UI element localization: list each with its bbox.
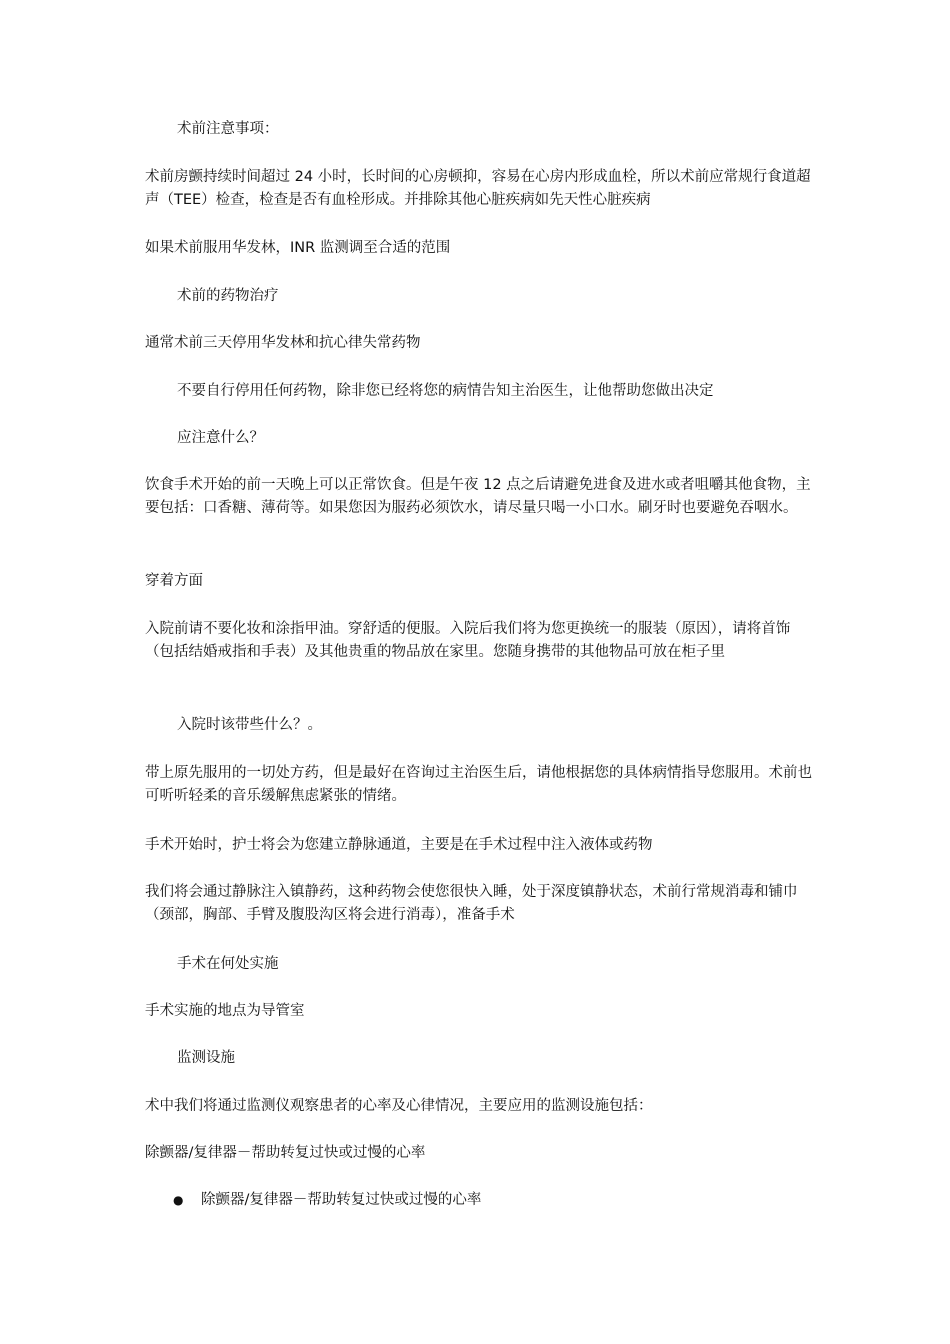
heading-where: 手术在何处实施 (177, 956, 279, 972)
heading-what-to-note: 应注意什么？ (177, 430, 264, 446)
list-item (173, 1189, 813, 1212)
paragraph-do-not-stop-meds: 不要自行停用任何药物，除非您已经将您的病情告知主治医生，让他帮助您做出决定 (177, 383, 714, 399)
paragraph-diet: 饮食手术开始的前一天晚上可以正常饮食。但是午夜 12 点之后请避免进食及进水或者咀嚼其他食物，主要包括：口香糖、薄荷等。如果您因为服药必须饮水，请尽量只喝一小口水。刷牙时也要避免吞咽水。 (145, 477, 811, 516)
paragraph-stop-warfarin: 通常术前三天停用华发林和抗心律失常药物 (145, 335, 421, 351)
heading-preop-notes: 术前注意事项： (177, 121, 279, 137)
paragraph-iv-access: 手术开始时，护士将会为您建立静脉通道，主要是在手术过程中注入液体或药物 (145, 837, 653, 853)
heading-clothing: 穿着方面 (145, 573, 203, 589)
bullet-icon: ● (173, 1193, 184, 1207)
paragraph-defibrillator: 除颤器/复律器－帮助转复过快或过慢的心率 (145, 1145, 426, 1161)
paragraph-inr: 如果术前服用华发林，INR 监测调至合适的范围 (145, 240, 451, 256)
paragraph-cath-lab: 手术实施的地点为导管室 (145, 1003, 305, 1019)
list-item-text: 除颤器/复律器－帮助转复过快或过慢的心率 (201, 1192, 482, 1208)
paragraph-monitoring-intro: 术中我们将通过监测仪观察患者的心率及心律情况，主要应用的监测设施包括： (145, 1098, 653, 1114)
paragraph-sedation: 我们将会通过静脉注入镇静药，这种药物会使您很快入睡，处于深度镇静状态，术前行常规消毒和铺巾（颈部，胸部、手臂及腹股沟区将会进行消毒），准备手术 (145, 884, 798, 923)
paragraph-what-to-bring: 带上原先服用的一切处方药，但是最好在咨询过主治医生后，请他根据您的具体病情指导您服用。术前也可听听轻柔的音乐缓解焦虑紧张的情绪。 (145, 765, 812, 804)
heading-monitoring: 监测设施 (177, 1050, 235, 1066)
heading-what-to-bring: 入院时该带些什么？。 (177, 717, 322, 733)
paragraph-clothing: 入院前请不要化妆和涂指甲油。穿舒适的便服。入院后我们将为您更换统一的服装（原因），请将首饰（包括结婚戒指和手表）及其他贵重的物品放在家里。您随身携带的其他物品可放在柜子里 (145, 621, 791, 660)
paragraph-preop-af-tee: 术前房颤持续时间超过 24 小时，长时间的心房顿抑，容易在心房内形成血栓，所以术前应常规行食道超声（TEE）检查，检查是否有血栓形成。并排除其他心脏疾病如先天性心脏疾病 (145, 169, 811, 208)
heading-preop-medication: 术前的药物治疗 (177, 288, 279, 304)
